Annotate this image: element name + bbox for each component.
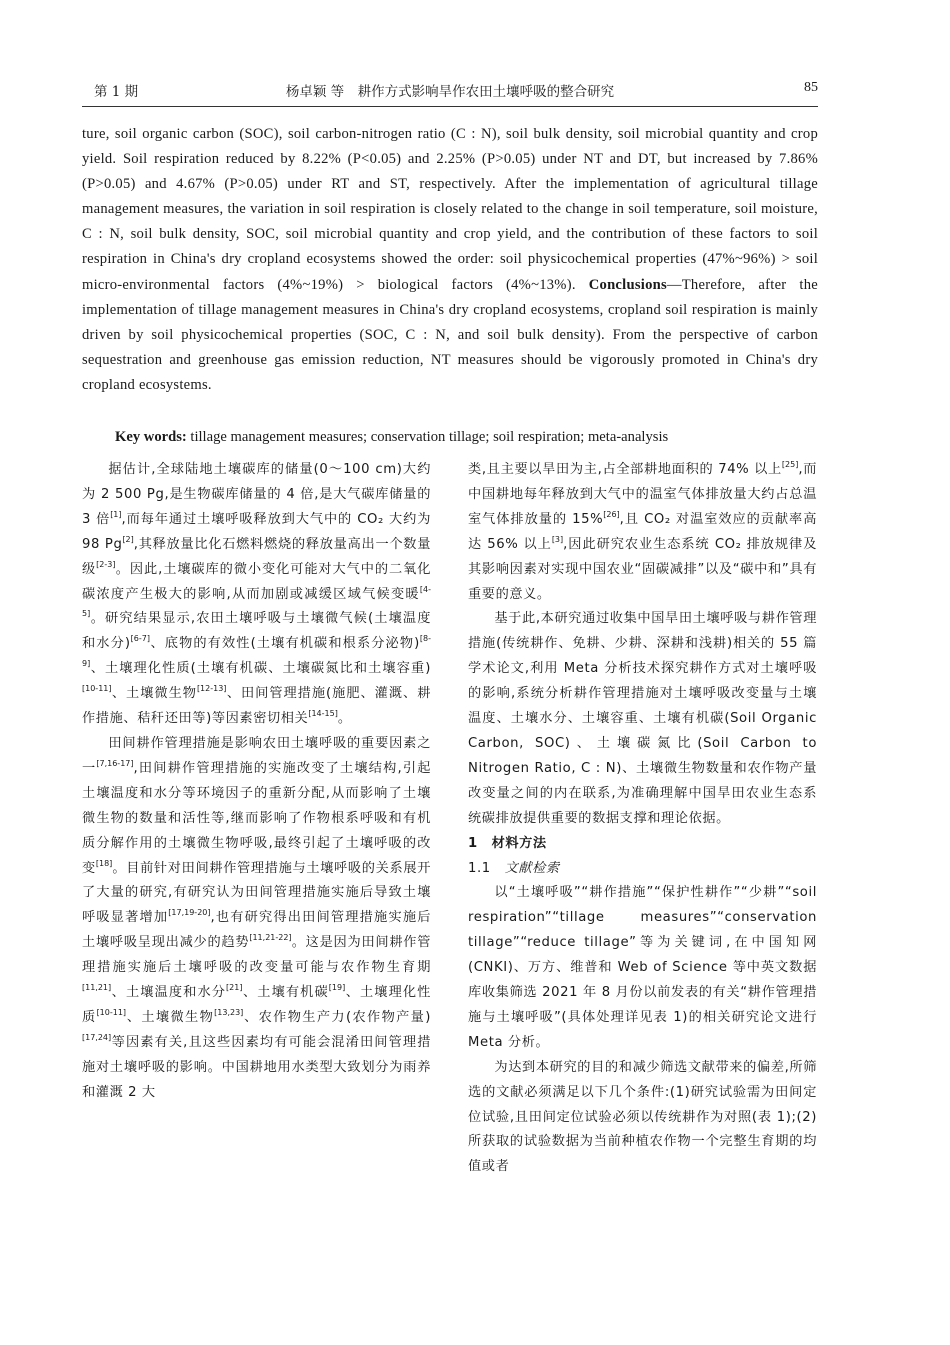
citation: [7,16-17] <box>96 758 134 768</box>
citation: [25] <box>781 460 799 469</box>
citation: [14-15] <box>308 709 338 719</box>
conclusions-label: Conclusions <box>588 276 667 293</box>
citation: [1] <box>110 509 122 519</box>
page-number: 85 <box>804 80 818 95</box>
section-heading-methods: 1 材料方法 <box>468 835 547 851</box>
citation: [8-9] <box>82 634 431 669</box>
abstract-results-text: ture, soil organic carbon (SOC), soil carbon-nitrogen ratio (C : N), soil bulk density, soil microbial quantity and crop yield. Soil respiration reduced by 8.22% (P<0.05) and 2.25% (P>0.05) under NT and DT, but increased by 7.86% (P>0.05) and 4.67% (P>0.05) under RT and ST, respectively. After the implementation of agricultural tillage management measures, the variation in soil respiration is closely related to the change in soil temperature, soil moisture, C : N, soil bulk density, SOC, soil microbial quantity and crop yield, and the contribution of these factors to soil respiration in China's dry cropland ecosystems showed the order: soil physicochemical properties (47%~96%) > soil micro-environmental factors (4%~19%) > biological factors (4%~13%). <box>82 126 818 293</box>
subsection-heading-literature: 1.1 文献检索 <box>468 860 560 876</box>
keywords-label: Key words: <box>115 429 187 445</box>
citation: [2] <box>122 534 134 544</box>
citation: [11,21] <box>82 983 112 993</box>
intro-paragraph-2-continued: 类,且主要以旱田为主,占全部耕地面积的 74% 以上[25],而中国耕地每年释放到大气中的温室气体排放量大约占总温室气体排放量的 15%[26],且 CO₂ 对温室效应的贡献率高达 56% 以上[3],因此研究农业生态系统 CO₂ 排放规律及其影响因素对实现中国农业“固碳减排”以及“碳中和”具有重要的意义。 <box>468 460 817 602</box>
citation: [6-7] <box>130 634 150 644</box>
header-rule <box>82 106 818 107</box>
citation: [10-11] <box>82 684 112 694</box>
body-column-left <box>82 458 431 1106</box>
citation: [18] <box>95 858 113 868</box>
intro-paragraph-2: 田间耕作管理措施是影响农田土壤呼吸的重要因素之一[7,16-17],田间耕作管理措施的实施改变了土壤结构,引起土壤温度和水分等环境因子的重新分配,从而影响了土壤微生物的数量和活性等,继而影响了作物根系呼吸和有机质分解作用的土壤微生物呼吸,最终引起了土壤呼吸的改变[18]。目前针对田间耕作管理措施与土壤呼吸的关系展开了大量的研究,有研究认为田间管理措施实施后导致土壤呼吸显著增加[17,19-20],也有研究得出田间管理措施实施后土壤呼吸呈现出减少的趋势[11,21-22]。这是因为田间耕作管理措施实施后土壤呼吸的改变量可能与农作物生育期[11,21]、土壤温度和水分[21]、土壤有机碳[19]、土壤理化性质[10-11]、土壤微生物[13,23]、农作物生产力(农作物产量)[17,24]等因素有关,且这些因素均有可能会混淆田间管理措施对土壤呼吸的影响。中国耕地用水类型大致划分为雨养和灌溉 2 大 <box>82 735 432 1100</box>
body-column-right <box>468 458 817 1180</box>
abstract-english <box>82 122 818 398</box>
citation: [10-11] <box>96 1007 127 1017</box>
conclusions-text: —Therefore, after the implementation of tillage management measures in China's dry cropland ecosystems, cropland soil respiration is mainly driven by soil physicochemical properties (SOC, C : N, and soil bulk density). From the perspective of carbon sequestration and greenhouse gas emission reduction, NT measures should be vigorously promoted in China's dry cropland ecosystems. <box>82 276 818 393</box>
citation: [2-3] <box>96 559 116 569</box>
intro-paragraph-3: 基于此,本研究通过收集中国旱田土壤呼吸与耕作管理措施(传统耕作、免耕、少耕、深耕和浅耕)相关的 55 篇学术论文,利用 Meta 分析技术探究耕作方式对土壤呼吸的影响,系统分析耕作管理措施对土壤呼吸改变量与土壤温度、土壤水分、土壤容重、土壤有机碳(Soil Organic Carbon, SOC)、土壤碳氮比(Soil Carbon to Nitrogen Ratio, C : N)、土壤微生物数量和农作物产量改变量之间的内在联系,为准确理解中国旱田农业生态系统碳排放提供重要的数据支撑和理论依据。 <box>468 611 817 826</box>
citation: [21] <box>226 983 243 993</box>
methods-paragraph-2: 为达到本研究的目的和减少筛选文献带来的偏差,所筛选的文献必须满足以下几个条件:(1)研究试验需为田间定位试验,且田间定位试验必须以传统耕作为对照(表 1);(2)所获取的试验数据为当前种植农作物一个完整生育期的均值或者 <box>468 1059 817 1175</box>
keywords-text: tillage management measures; conservation tillage; soil respiration; meta-analysis <box>186 429 669 445</box>
citation: [3] <box>551 534 564 544</box>
page-header <box>82 80 818 104</box>
issue-number: 第 1 期 <box>94 84 139 100</box>
intro-paragraph-1: 据估计,全球陆地土壤碳库的储量(0～100 cm)大约为 2 500 Pg,是生物碳库储量的 4 倍,是大气碳库储量的 3 倍[1],而每年通过土壤呼吸释放到大气中的 CO₂ 大约为 98 Pg[2],其释放量比化石燃料燃烧的释放量高出一个数量级[2-3]。因此,土壤碳库的微小变化可能对大气中的二氧化碳浓度产生极大的影响,从而加剧或减缓区域气候变暖[4-5]。研究结果显示,农田土壤呼吸与土壤微气候(土壤温度和水分)[6-7]、底物的有效性(土壤有机碳和根系分泌物)[8-9]、土壤理化性质(土壤有机碳、土壤碳氮比和土壤容重)[10-11]、土壤微生物[12-13]、田间管理措施(施肥、灌溉、耕作措施、秸秆还田等)等因素密切相关[14-15]。 <box>82 462 432 727</box>
running-title: 杨卓颖 等 耕作方式影响旱作农田土壤呼吸的整合研究 <box>285 84 615 100</box>
citation: [26] <box>603 509 620 519</box>
methods-paragraph-1: 以“土壤呼吸”“耕作措施”“保护性耕作”“少耕”“soil respiration”“tillage measures”“conservation tillage”“reduce tillage”等为关键词,在中国知网(CNKI)、万方、维普和 Web of Science 等中英文数据库收集筛选 2021 年 8 月份以前发表的有关“耕作管理措施与土壤呼吸”(具体处理详见表 1)的相关研究论文进行 Meta 分析。 <box>468 885 817 1050</box>
keywords <box>115 425 815 450</box>
citation: [13,23] <box>214 1007 244 1017</box>
citation: [19] <box>328 983 346 993</box>
citation: [17,19-20] <box>168 908 211 918</box>
citation: [4-5] <box>82 584 431 619</box>
citation: [12-13] <box>196 684 227 694</box>
citation: [17,24] <box>82 1032 112 1042</box>
citation: [11,21-22] <box>249 933 292 943</box>
